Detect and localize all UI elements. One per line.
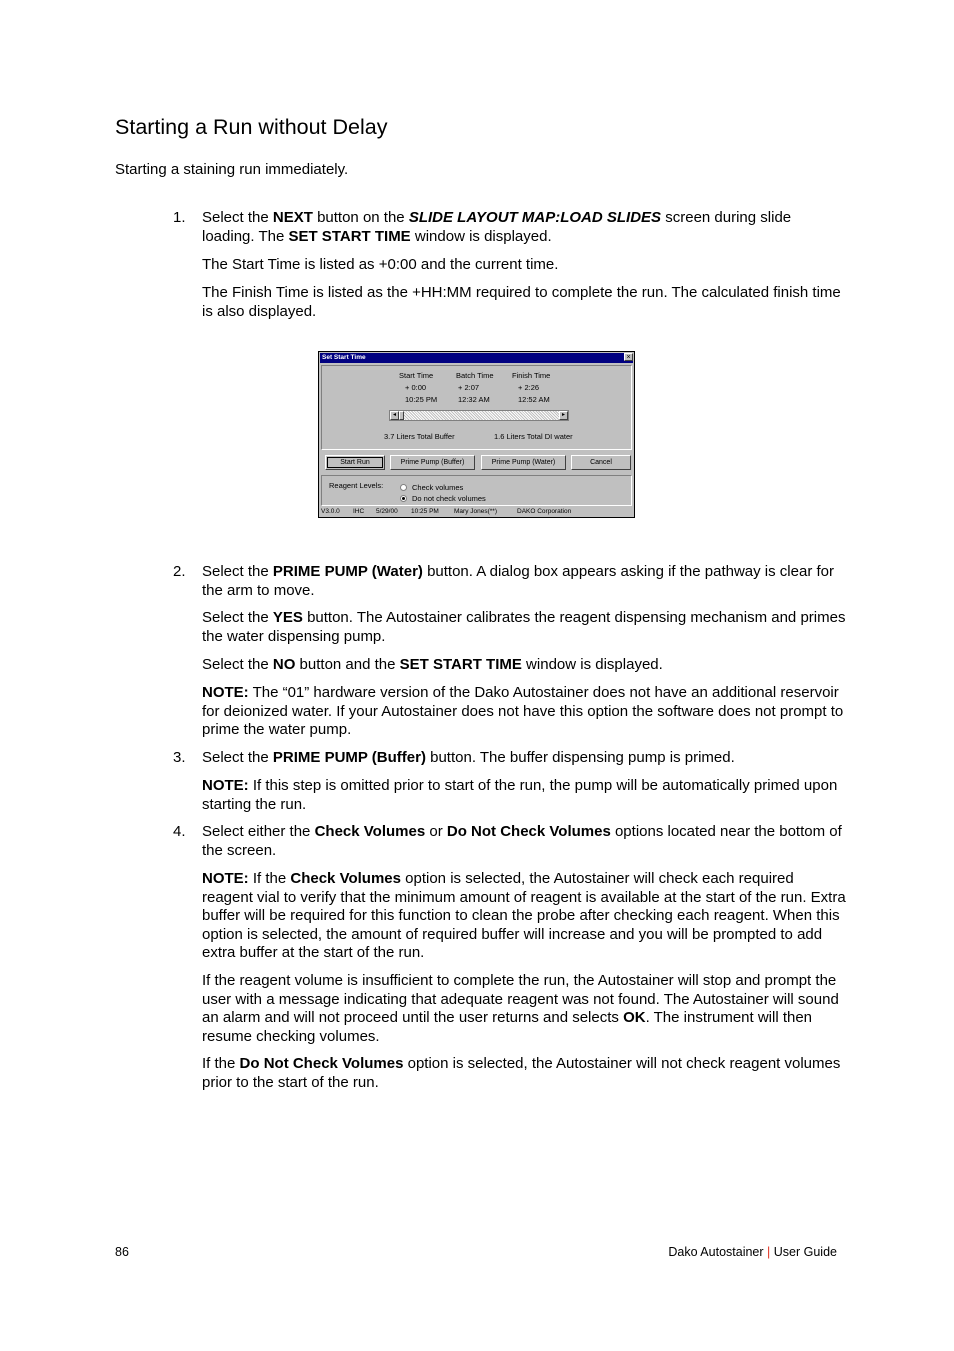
scroll-right-icon[interactable]: ▸: [559, 411, 568, 420]
intro-text: Starting a staining run immediately.: [115, 161, 349, 178]
reagent-levels-label: Reagent Levels:: [329, 481, 384, 490]
status-company: DAKO Corporation: [517, 508, 572, 515]
dialog-title: Set Start Time: [320, 353, 633, 363]
next-term: NEXT: [272, 209, 313, 226]
step-1-para-3: The Finish Time is listed as the +HH:MM required to complete the run. The calculated finish time is also displayed.: [202, 284, 841, 320]
step-4-para-6: [202, 1055, 847, 1092]
water-total: 1.6 Liters Total DI water: [494, 432, 573, 441]
text: window is displayed.: [410, 227, 552, 245]
step-4-note: [202, 870, 847, 963]
close-icon[interactable]: ×: [624, 353, 633, 361]
step-text: [202, 563, 844, 600]
step-text: [202, 749, 844, 768]
ok-term: OK: [623, 1009, 646, 1026]
footer-separator: |: [767, 1245, 771, 1259]
start-run-button[interactable]: Start Run: [325, 455, 385, 470]
prime-pump-water-button[interactable]: Prime Pump (Water): [481, 455, 566, 470]
finish-clock: 12:52 AM: [518, 395, 550, 404]
start-time-header: Start Time: [399, 371, 434, 380]
note-label: NOTE:: [202, 684, 249, 701]
text: button on the: [312, 209, 409, 226]
step-2-para-2: [202, 609, 847, 646]
note-label: NOTE:: [202, 870, 249, 887]
step-text: [202, 209, 844, 246]
text: Select either the: [202, 823, 315, 840]
step-2-note: [202, 684, 847, 740]
status-mode: IHC: [353, 508, 365, 515]
text: options located near the bottom of the screen.: [202, 823, 842, 859]
text: button. The Autostainer calibrates the reagent dispensing mechanism and primes the water dispensing pump.: [202, 609, 846, 645]
check-volumes-label: Check volumes: [412, 483, 464, 492]
option-term: Check Volumes: [290, 870, 401, 887]
start-time-scrollbar[interactable]: [389, 410, 569, 421]
button-term: PRIME PUMP (Buffer): [272, 749, 426, 766]
text: or: [425, 823, 447, 840]
do-not-check-volumes-label: Do not check volumes: [412, 494, 486, 503]
note-text: If this step is omitted prior to start of the run, the pump will be automatically primed upon starting the run.: [202, 777, 838, 813]
status-user: Mary Jones(**): [454, 508, 497, 515]
finish-offset: + 2:26: [518, 383, 540, 392]
option-term: Do Not Check Volumes: [239, 1055, 404, 1072]
step-text: [202, 823, 844, 860]
text: Select the: [202, 749, 273, 766]
batch-clock: 12:32 AM: [458, 395, 490, 404]
text: window is displayed.: [521, 656, 663, 673]
text: button. The buffer dispensing pump is primed.: [425, 749, 735, 766]
option-term: Do Not Check Volumes: [446, 823, 611, 840]
text: . The instrument will then resume checking volumes.: [202, 1009, 813, 1045]
text: screen during slide loading. The: [202, 209, 792, 245]
note-label: NOTE:: [202, 777, 249, 794]
buffer-total: 3.7 Liters Total Buffer: [384, 432, 455, 441]
status-time: 10:25 PM: [411, 508, 439, 515]
status-version: V3.0.0: [321, 508, 340, 515]
finish-time-header: Finish Time: [512, 371, 551, 380]
step-1-para-2: The Start Time is listed as +0:00 and the current time.: [202, 256, 559, 273]
text: Select the: [202, 656, 273, 673]
batch-offset: + 2:07: [458, 383, 480, 392]
window-name: SET START TIME: [288, 227, 411, 245]
screen-name: SLIDE LAYOUT MAP:LOAD SLIDES: [408, 209, 662, 226]
step-3-note: [202, 777, 847, 814]
step-number: 3.: [173, 749, 186, 766]
text: If the: [202, 1055, 240, 1072]
step-number: 1.: [173, 209, 186, 226]
status-date: 5/29/00: [376, 508, 398, 515]
step-number: 2.: [173, 563, 186, 580]
step-number: 4.: [173, 823, 186, 840]
step-4-para-5: [202, 972, 847, 1046]
set-start-time-dialog: [318, 351, 635, 518]
page-title: Starting a Run without Delay: [115, 115, 388, 139]
do-not-check-volumes-radio[interactable]: [400, 495, 407, 502]
text: option is selected, the Autostainer will not check reagent volumes prior to the start of the run.: [202, 1055, 841, 1091]
footer-title: [668, 1245, 837, 1259]
option-term: Check Volumes: [314, 823, 426, 840]
text: Select the: [202, 209, 273, 226]
page-number: 86: [115, 1245, 129, 1259]
text: button and the: [295, 656, 400, 673]
start-offset: + 0:00: [405, 383, 427, 392]
check-volumes-radio[interactable]: [400, 484, 407, 491]
scroll-thumb[interactable]: [399, 411, 404, 420]
text: option is selected, the Autostainer will check each required reagent vial to verify that the minimum amount of reagent is available at the start of the run. Extra buffer will be required for this function to clean the probe after checking each reagent. When this option is selected, the amount of required buffer will increase and you will be prompted to add extra buffer at the start of the run.: [202, 870, 846, 961]
text: button. A dialog box appears asking if the pathway is clear for the arm to move.: [202, 563, 834, 599]
text: If the: [248, 870, 291, 887]
footer-brand: Dako Autostainer: [668, 1245, 764, 1259]
window-name: SET START TIME: [399, 656, 522, 673]
text: If the reagent volume is insufficient to complete the run, the Autostainer will stop and prompt the user with a message indicating that adequate reagent was not found. The Autostainer will sound an alarm and will not proceed until the user returns and selects: [202, 972, 839, 1026]
button-term: PRIME PUMP (Water): [272, 563, 423, 580]
cancel-button[interactable]: Cancel: [571, 455, 631, 470]
batch-time-header: Batch Time: [456, 371, 494, 380]
no-term: NO: [272, 656, 296, 673]
start-clock: 10:25 PM: [405, 395, 438, 404]
text: Select the: [202, 563, 273, 580]
note-text: The “01” hardware version of the Dako Autostainer does not have an additional reservoir for deionized water. If your Autostainer does not have this option the software does not prompt to prime the water pump.: [202, 684, 844, 738]
scroll-left-icon[interactable]: ◂: [390, 411, 399, 420]
text: Select the: [202, 609, 273, 626]
step-2-para-3: [202, 656, 847, 675]
footer-guide: User Guide: [773, 1245, 837, 1259]
prime-pump-buffer-button[interactable]: Prime Pump (Buffer): [390, 455, 475, 470]
yes-term: YES: [272, 609, 303, 626]
